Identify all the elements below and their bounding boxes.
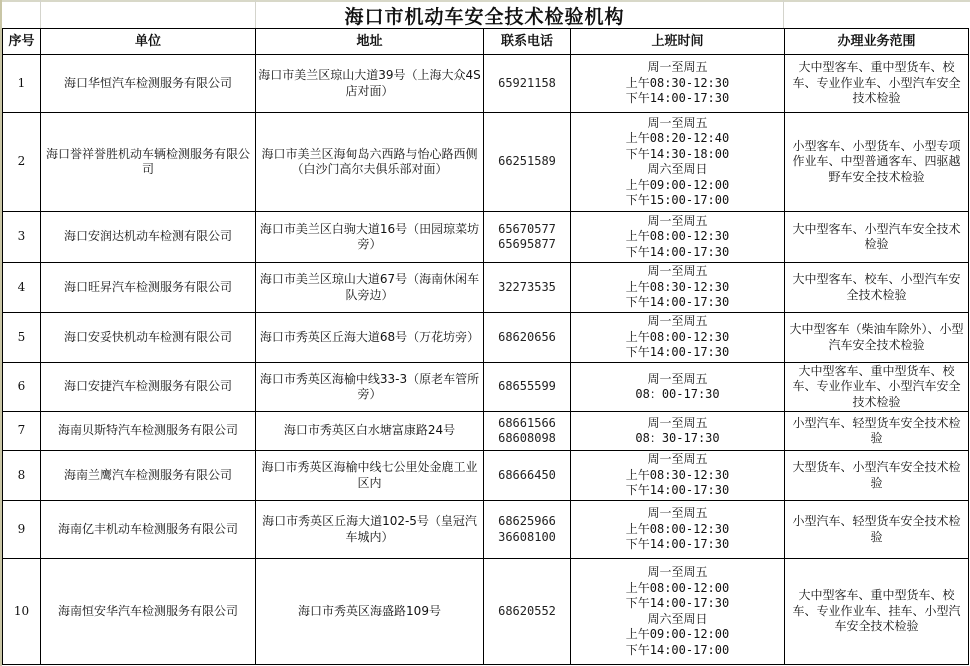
cell-scope[interactable]: 小型汽车、轻型货车安全技术检验 [785,501,969,559]
cell-scope[interactable]: 大中型客车、重中型货车、校车、专业作业车、挂车、小型汽车安全技术检验 [785,559,969,665]
cell-address[interactable]: 海口市秀英区丘海大道102-5号（皇冠汽车城内） [256,501,484,559]
cell-scope[interactable]: 大中型客车、重中型货车、校车、专业作业车、小型汽车安全技术检验 [785,363,969,412]
cell-index[interactable]: 5 [3,313,41,363]
cell-address[interactable]: 海口市秀英区丘海大道68号（万花坊旁） [256,313,484,363]
cell-index[interactable]: 6 [3,363,41,412]
table-row [3,363,969,412]
cell-index[interactable]: 4 [3,263,41,313]
column-header-hours[interactable]: 上班时间 [571,29,785,55]
phone-number: 68608098 [498,431,556,445]
cell-hours[interactable] [571,55,785,113]
phone-number: 68620656 [498,329,556,344]
cell-hours[interactable] [571,501,785,559]
hours-line: 下午15:00-17:00 [625,193,730,207]
cell-address[interactable]: 海口市美兰区白驹大道16号（田园琼菜坊旁） [256,212,484,263]
cell-scope[interactable]: 大型货车、小型汽车安全技术检验 [785,451,969,501]
hours-line: 周一至周五 [647,565,708,579]
cell-hours[interactable] [571,113,785,212]
cell-unit[interactable]: 海口誉祥誉胜机动车辆检测服务有限公司 [41,113,256,212]
phone-number: 66251589 [498,154,556,169]
table-row [3,559,969,665]
phone-number: 65670577 [498,221,556,236]
hours-line: 周一至周五 [647,506,708,521]
cell-phone[interactable] [484,501,571,559]
hours-line: 上午08:30-12:30 [625,75,730,90]
cell-unit[interactable]: 海口旺昇汽车检测服务有限公司 [41,263,256,313]
cell-index[interactable]: 8 [3,451,41,501]
cell-hours[interactable] [571,313,785,363]
cell-address[interactable]: 海口市秀英区白水塘富康路24号 [256,412,484,451]
cell-unit[interactable]: 海南亿丰机动车检测服务有限公司 [41,501,256,559]
cell-scope[interactable]: 大中型客车、重中型货车、校车、专业作业车、小型汽车安全技术检验 [785,55,969,113]
hours-line: 周一至周五 [647,452,708,467]
hours-line: 上午08:00-12:30 [625,229,730,244]
cell-unit[interactable]: 海南贝斯特汽车检测服务有限公司 [41,412,256,451]
hours-line: 周六至周日 [647,611,708,626]
cell-index[interactable]: 10 [3,559,41,665]
table-row [3,501,969,559]
cell-unit[interactable]: 海口安捷汽车检测服务有限公司 [41,363,256,412]
hours-line: 上午08:30-12:30 [625,279,730,294]
hours-line: 周一至周五 [647,60,708,75]
cell-phone[interactable] [484,55,571,113]
phone-number: 32273535 [498,279,556,294]
phone-number: 68666450 [498,467,556,482]
table-row [3,113,969,212]
phone-number: 68625966 [498,514,556,528]
table-row [3,55,969,113]
hours-line: 下午14:00-17:30 [625,537,730,552]
cell-index[interactable]: 3 [3,212,41,263]
hours-line: 周一至周五 [647,264,708,279]
cell-unit[interactable]: 海口安妥快机动车检测有限公司 [41,313,256,363]
cell-phone[interactable] [484,559,571,665]
cell-hours[interactable] [571,451,785,501]
column-header-address[interactable]: 地址 [256,29,484,55]
table-body [3,55,969,665]
cell-hours[interactable] [571,363,785,412]
cell-hours[interactable] [571,559,785,665]
hours-line: 08：30-17:30 [635,431,720,445]
cell-index[interactable]: 7 [3,412,41,451]
column-header-scope[interactable]: 办理业务范围 [785,29,969,55]
cell-hours[interactable] [571,263,785,313]
cell-phone[interactable] [484,113,571,212]
cell-hours[interactable] [571,412,785,451]
cell-phone[interactable] [484,313,571,363]
cell-address[interactable]: 海口市秀英区海榆中线33-3（原老车管所旁） [256,363,484,412]
phone-number: 65921158 [498,75,556,90]
column-header-index[interactable]: 序号 [3,29,41,55]
hours-line: 周一至周五 [647,115,708,130]
table-row [3,412,969,451]
hours-line: 周六至周日 [647,162,708,176]
cell-address[interactable]: 海口市美兰区琼山大道39号（上海大众4S店对面） [256,55,484,113]
cell-scope[interactable]: 大中型客车（柴油车除外）、小型汽车安全技术检验 [785,313,969,363]
sheet-title[interactable]: 海口市机动车安全技术检验机构 [344,5,625,28]
cell-unit[interactable]: 海南恒安华汽车检测服务有限公司 [41,559,256,665]
phone-number: 68661566 [498,415,556,430]
cell-address[interactable]: 海口市美兰区琼山大道67号（海南休闲车队旁边） [256,263,484,313]
column-header-unit[interactable]: 单位 [41,29,256,55]
hours-line: 08：00-17:30 [635,387,720,401]
cell-scope[interactable]: 小型汽车、轻型货车安全技术检验 [785,412,969,451]
hours-line: 下午14:00-17:30 [625,596,730,610]
hours-line: 上午08:00-12:00 [625,580,730,595]
hours-line: 上午08:20-12:40 [625,131,730,145]
hours-line: 上午09:00-12:00 [625,177,730,192]
cell-phone[interactable] [484,412,571,451]
hours-line: 周一至周五 [647,415,708,430]
hours-line: 周一至周五 [647,314,708,329]
hours-line: 下午14:00-17:30 [625,345,730,360]
cell-scope[interactable]: 大中型客车、校车、小型汽车安全技术检验 [785,263,969,313]
hours-line: 下午14:00-17:30 [625,483,730,498]
cell-phone[interactable] [484,212,571,263]
hours-line: 上午08:00-12:30 [625,521,730,536]
cell-index[interactable]: 2 [3,113,41,212]
hours-line: 上午08:00-12:30 [625,329,730,344]
cell-phone[interactable] [484,451,571,501]
table-row [3,263,969,313]
cell-index[interactable]: 9 [3,501,41,559]
hours-line: 下午14:00-17:30 [625,244,730,259]
hours-line: 下午14:00-17:00 [625,642,730,657]
cell-address[interactable]: 海口市美兰区海甸岛六西路与怡心路西侧（白沙门高尔夫俱乐部对面） [256,113,484,212]
hours-line: 下午14:00-17:30 [625,91,730,106]
phone-number: 36608100 [498,529,556,544]
cell-phone[interactable] [484,263,571,313]
hours-line: 下午14:00-17:30 [625,295,730,310]
inspection-agencies-table [2,28,969,665]
table-row [3,212,969,263]
phone-number: 68620552 [498,603,556,618]
column-header-phone[interactable]: 联系电话 [484,29,571,55]
hours-line: 周一至周五 [647,213,708,228]
cell-unit[interactable]: 海南兰鹰汽车检测服务有限公司 [41,451,256,501]
cell-unit[interactable]: 海口华恒汽车检测服务有限公司 [41,55,256,113]
hours-line: 上午08:30-12:30 [625,467,730,482]
cell-unit[interactable]: 海口安润达机动车检测有限公司 [41,212,256,263]
cell-scope[interactable]: 小型客车、小型货车、小型专项作业车、中型普通客车、四驱越野车安全技术检验 [785,113,969,212]
hours-line: 周一至周五 [647,371,708,386]
hours-line: 下午14:30-18:00 [625,146,730,161]
phone-number: 65695877 [498,237,556,251]
cell-address[interactable]: 海口市秀英区海盛路109号 [256,559,484,665]
header-row [3,29,969,55]
table-row [3,313,969,363]
hours-line: 上午09:00-12:00 [625,627,730,641]
cell-hours[interactable] [571,212,785,263]
cell-index[interactable]: 1 [3,55,41,113]
phone-number: 68655599 [498,379,556,394]
cell-address[interactable]: 海口市秀英区海榆中线七公里处金鹿工业区内 [256,451,484,501]
cell-phone[interactable] [484,363,571,412]
table-row [3,451,969,501]
cell-scope[interactable]: 大中型客车、小型汽车安全技术检验 [785,212,969,263]
